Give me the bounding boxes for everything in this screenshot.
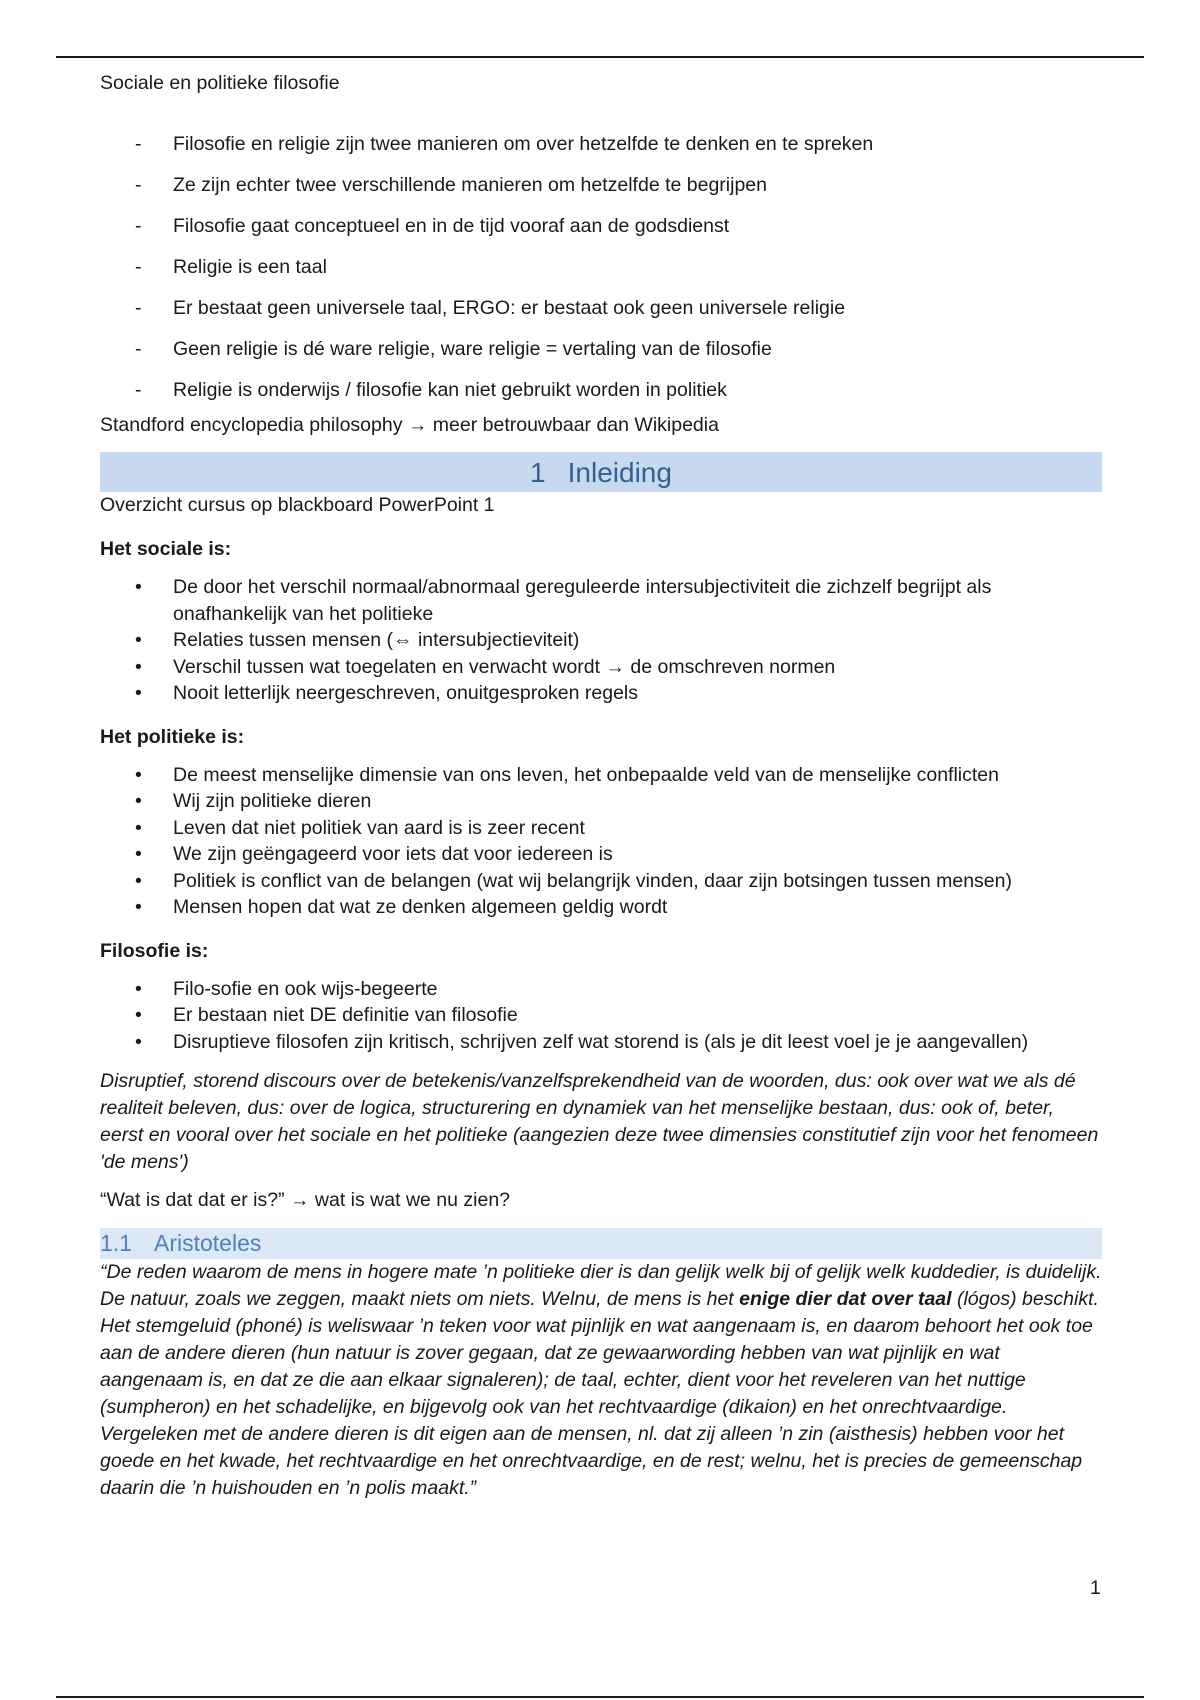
bullet-list-item-text: Nooit letterlijk neergeschreven, onuitgesproken regels (173, 682, 639, 704)
bullet-list-item-text: We zijn geëngageerd voor iets dat voor iedereen is (173, 843, 613, 865)
bullet-list-item (100, 894, 1102, 921)
politieke-bullet-list (100, 762, 1102, 921)
bullet-list-item-text: Relaties tussen mensen (⇔ intersubjectieviteit) (173, 629, 580, 651)
dash-marker: - (135, 338, 142, 360)
dash-list-item-text: Religie is een taal (173, 256, 327, 278)
document-page (100, 70, 1102, 1502)
bullet-list-item (100, 1002, 1102, 1029)
dash-list-item (100, 377, 1102, 404)
bullet-list-item-text: Filo-sofie en ook wijs-begeerte (173, 977, 438, 1000)
bullet-marker: • (135, 629, 142, 651)
bullet-list-item (100, 762, 1102, 789)
dash-list-item-text: Filosofie gaat conceptueel en in de tijd vooraf aan de godsdienst (173, 215, 730, 237)
bullet-list-item (100, 841, 1102, 868)
dash-marker: - (135, 215, 142, 237)
dash-marker: - (135, 379, 142, 401)
bullet-list-item-text: Wij zijn politieke dieren (173, 790, 372, 812)
aristoteles-quote (100, 1259, 1102, 1502)
running-header: Sociale en politieke filosofie (100, 72, 340, 94)
bullet-marker: • (135, 896, 142, 918)
footer-rule (56, 1696, 1144, 1698)
bullet-list-item-text: Verschil tussen wat toegelaten en verwacht wordt → de omschreven normen (173, 655, 836, 678)
dash-list-item-text: Religie is onderwijs / filosofie kan niet gebruikt worden in politiek (173, 379, 727, 401)
bullet-list-item (100, 1029, 1102, 1056)
dash-marker: - (135, 297, 142, 319)
filosofie-label: Filosofie is: (100, 939, 209, 962)
bullet-list-item-text: Leven dat niet politiek van aard is is zeer recent (173, 816, 585, 839)
bullet-marker: • (135, 1030, 142, 1053)
quote-text: “De reden waarom de mens in hogere mate ’n politieke dier is dan gelijk welk bij of gelijk welk kuddedier, is duidelijk. De natuur, zoals we zeggen, maakt niets om niets. Welnu, de mens is het (100, 1261, 1102, 1310)
bullet-list-item-text: Mensen hopen dat wat ze denken algemeen geldig wordt (173, 896, 668, 918)
sociale-label: Het sociale is: (100, 538, 232, 560)
bullet-list-item (100, 574, 1102, 627)
dash-list-item (100, 172, 1102, 199)
dash-marker: - (135, 133, 142, 155)
dash-list-item (100, 336, 1102, 363)
bullet-marker: • (135, 790, 142, 812)
heading-number: 1 (530, 456, 546, 488)
dash-list-item-text: Er bestaat geen universele taal, ERGO: er bestaat ook geen universele religie (173, 297, 846, 319)
bullet-list-item (100, 680, 1102, 707)
dash-list-item-text: Geen religie is dé ware religie, ware religie = vertaling van de filosofie (173, 338, 772, 360)
heading-2-aristoteles (100, 1228, 1102, 1259)
heading-number: 1.1 (100, 1230, 132, 1256)
bullet-marker: • (135, 763, 142, 786)
heading-title: Inleiding (567, 456, 672, 488)
sociale-bullet-list (100, 574, 1102, 707)
bullet-list-item (100, 976, 1102, 1003)
bullet-list-item (100, 868, 1102, 895)
dash-list-item-text: Ze zijn echter twee verschillende manieren om hetzelfde te begrijpen (173, 174, 767, 196)
bullet-marker: • (135, 977, 142, 1000)
bullet-list-item-text: De door het verschil normaal/abnormaal gereguleerde intersubjectiviteit die zichzelf begrijpt als onafhankelijk van het politieke (173, 576, 992, 625)
filosofie-bullet-list (100, 976, 1102, 1056)
dash-list-item (100, 254, 1102, 281)
bullet-marker: • (135, 576, 142, 598)
dash-list-item-text: Filosofie en religie zijn twee manieren om over hetzelfde te denken en te spreken (173, 133, 874, 155)
heading-title: Aristoteles (153, 1230, 262, 1256)
bullet-list-item-text: Disruptieve filosofen zijn kritisch, schrijven zelf wat storend is (als je dit leest voel je je aangevallen) (173, 1030, 1029, 1053)
bullet-list-item-text: Er bestaan niet DE definitie van filosofie (173, 1004, 518, 1026)
dash-list-item (100, 213, 1102, 240)
bullet-marker: • (135, 869, 142, 892)
bullet-marker: • (135, 682, 142, 704)
bullet-list-item-text: Politiek is conflict van de belangen (wat wij belangrijk vinden, daar zijn botsingen tussen mensen) (173, 869, 1012, 892)
politieke-label: Het politieke is: (100, 725, 245, 748)
question-line: “Wat is dat dat er is?” → wat is wat we nu zien? (100, 1189, 511, 1211)
bullet-marker: • (135, 655, 142, 678)
bullet-list-item-text: De meest menselijke dimensie van ons leven, het onbepaalde veld van de menselijke conflicten (173, 763, 999, 786)
bullet-marker: • (135, 1004, 142, 1026)
dash-marker: - (135, 256, 142, 278)
page-number: 1 (1090, 1577, 1101, 1599)
stanford-note: Standford encyclopedia philosophy → meer betrouwbaar dan Wikipedia (100, 414, 719, 436)
disruptief-paragraph: Disruptief, storend discours over de betekenis/vanzelfsprekendheid van de woorden, dus: ook over wat we als dé realiteit beleven, dus: over de logica, structurering en dynamiek van het menselijke bestaan, dus: ook of, beter, eerst en vooral over het sociale en het politieke (aangezien deze twee dimensies constitutief zijn voor het fenomeen 'de mens') (100, 1070, 1099, 1173)
dash-list-item (100, 131, 1102, 158)
overview-line: Overzicht cursus op blackboard PowerPoint 1 (100, 494, 495, 516)
dash-list-item (100, 295, 1102, 322)
header-rule (56, 56, 1144, 58)
bullet-list-item (100, 815, 1102, 842)
bullet-marker: • (135, 816, 142, 839)
bullet-list-item (100, 788, 1102, 815)
bullet-list-item (100, 627, 1102, 654)
bullet-marker: • (135, 843, 142, 865)
bullet-list-item (100, 654, 1102, 681)
quote-emphasis: enige dier dat over taal (739, 1288, 952, 1310)
quote-text: (lógos) beschikt. Het stemgeluid (phoné) is weliswaar ’n teken voor wat pijnlijk en wat aangenaam is, en daarom behoort het ook toe aan de andere dieren (hun natuur is zover gegaan, dat ze gewaarwording hebben van wat pijnlijk en wat aangenaam is, en dat ze die aan elkaar signaleren); de taal, echter, dient voor het reveleren van het nuttige (sumpheron) en het schadelijke, en bijgevolg ook van het rechtvaardige (dikaion) en het onrechtvaardige. Vergeleken met de andere dieren is dit eigen aan de mensen, nl. dat zij alleen ’n zin (aisthesis) hebben voor het goede en het kwade, het rechtvaardige en het onrechtvaardige, en de rest; welnu, het is precies de gemeenschap daarin die ’n huishouden en ’n polis maakt.” (100, 1288, 1099, 1499)
dash-marker: - (135, 174, 142, 196)
intro-dash-list (100, 131, 1102, 404)
heading-1-inleiding (100, 452, 1102, 492)
